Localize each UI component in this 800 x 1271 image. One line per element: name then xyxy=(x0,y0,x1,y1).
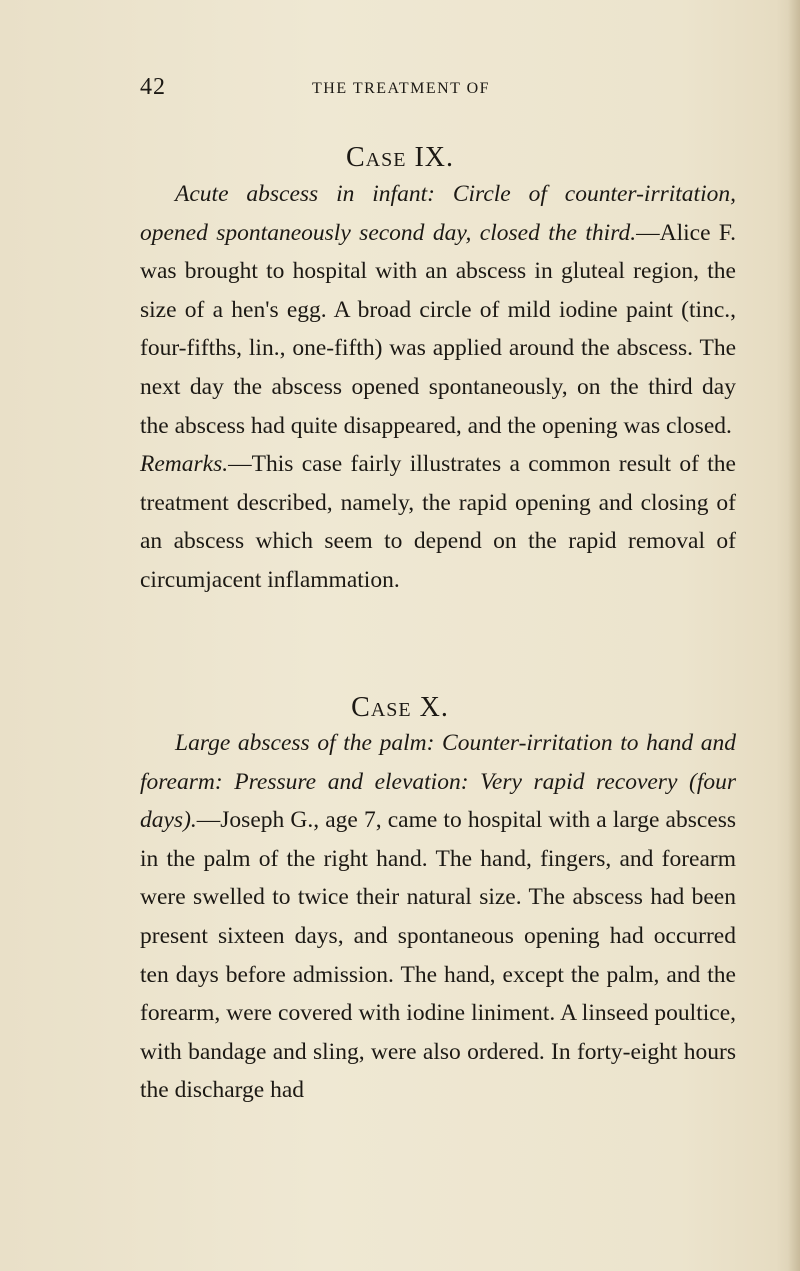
case-ix-remarks-label: Remarks. xyxy=(140,451,229,478)
case-x-body xyxy=(140,724,736,1110)
case-ix-remarks-text: —This case fairly illustrates a common result of the treatment described, namely, the rapid opening and closing of an abscess which seem to depend on the rapid removal of circumjacent inflammation. xyxy=(140,451,736,593)
case-ix-text: —Alice F. was brought to hospital with an abscess in gluteal region, the size of a hen's egg. A broad circle of mild iodine paint (tinc., four-fifths, lin., one-fifth) was applied around the abscess. The next day the abscess opened spontaneously, on the third day the abscess had quite disappeared, and the opening was closed. xyxy=(140,219,736,439)
case-ix-paragraph xyxy=(140,175,736,445)
page-number: 42 xyxy=(140,74,166,100)
case-ix-heading: Case IX. xyxy=(345,142,454,173)
case-x-paragraph xyxy=(140,724,736,1110)
case-ix-remarks-paragraph xyxy=(140,445,736,599)
case-ix-body xyxy=(140,175,736,600)
case-ix-title: Acute abscess in infant: Circle of counter-irritation, opened spontaneously second day, closed the third. xyxy=(140,181,736,246)
page-edge-shadow xyxy=(788,0,800,1271)
running-head xyxy=(0,74,800,104)
case-x-title: Large abscess of the palm: Counter-irritation to hand and forearm: Pressure and elevation: Very rapid recovery (four days). xyxy=(140,730,736,834)
running-head-title: THE TREATMENT OF xyxy=(312,80,491,97)
case-x-text: —Joseph G., age 7, came to hospital with a large abscess in the palm of the right hand. The hand, fingers, and forearm were swelled to twice their natural size. The abscess had been present sixteen days, and spontaneous opening had occurred ten days before admission. The hand, except the palm, and the forearm, were covered with iodine liniment. A linseed poultice, with bandage and sling, were also ordered. In forty-eight hours the discharge had xyxy=(140,807,736,1104)
case-x-heading: Case X. xyxy=(351,692,449,723)
